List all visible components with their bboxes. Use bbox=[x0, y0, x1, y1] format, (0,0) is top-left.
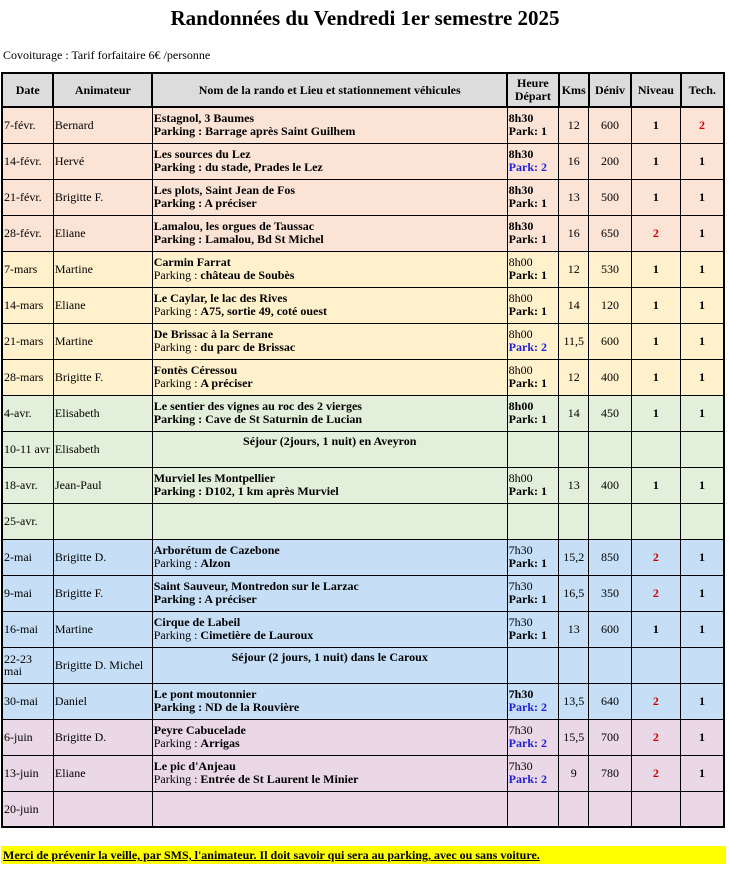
cell-animateur: Brigitte F. bbox=[53, 359, 152, 395]
parking-label: Parking : bbox=[153, 736, 201, 750]
rando-name: Estagnol, 3 Baumes bbox=[153, 111, 255, 126]
cell-deniv: 600 bbox=[589, 107, 631, 143]
cell-tech: 1 bbox=[681, 611, 724, 647]
cell-deniv bbox=[589, 791, 631, 827]
cell-heure bbox=[507, 215, 558, 251]
table-row bbox=[2, 359, 724, 395]
rando-name: Arborétum de Cazebone bbox=[153, 543, 280, 557]
table-row bbox=[2, 395, 724, 431]
heure-depart: 7h30 bbox=[508, 579, 533, 593]
cell-niveau: 1 bbox=[631, 467, 680, 503]
parking-line bbox=[154, 161, 506, 174]
cell-niveau: 2 bbox=[631, 683, 680, 719]
cell-niveau: 1 bbox=[631, 179, 680, 215]
cell-nom bbox=[152, 179, 507, 215]
cell-date: 20-juin bbox=[2, 791, 53, 827]
cell-nom bbox=[152, 719, 507, 755]
cell-tech: 1 bbox=[681, 251, 724, 287]
parking-label: Parking : bbox=[153, 592, 205, 606]
cell-kms: 16,5 bbox=[559, 575, 589, 611]
cell-animateur: Jean-Paul bbox=[53, 467, 152, 503]
parking-value: A préciser bbox=[204, 592, 257, 606]
cell-deniv: 350 bbox=[589, 575, 631, 611]
heure-depart: 8h00 bbox=[508, 399, 534, 413]
parking-label: Parking : bbox=[153, 268, 201, 282]
parking-line bbox=[154, 125, 506, 138]
parking-value: du stade, Prades le Lez bbox=[205, 160, 323, 174]
cell-animateur: Brigitte F. bbox=[53, 575, 152, 611]
cell-deniv: 600 bbox=[589, 323, 631, 359]
cell-date: 30-mai bbox=[2, 683, 53, 719]
cell-animateur: Bernard bbox=[53, 107, 152, 143]
cell-kms: 14 bbox=[559, 395, 589, 431]
cell-nom bbox=[152, 575, 507, 611]
cell-nom bbox=[152, 467, 507, 503]
cell-kms: 16 bbox=[559, 143, 589, 179]
park-number: Park: 2 bbox=[508, 160, 547, 174]
table-row bbox=[2, 719, 724, 755]
cell-nom bbox=[152, 395, 507, 431]
parking-line bbox=[154, 269, 506, 282]
parking-line bbox=[154, 197, 506, 210]
cell-nom bbox=[152, 791, 507, 827]
heure-depart: 7h30 bbox=[508, 687, 534, 701]
parking-label: Parking : bbox=[153, 700, 206, 714]
cell-animateur: Brigitte F. bbox=[53, 179, 152, 215]
table-row bbox=[2, 611, 724, 647]
header-animateur: Animateur bbox=[53, 73, 152, 107]
park-number: Park: 1 bbox=[508, 412, 547, 426]
parking-value: Cave de St Saturnin de Lucian bbox=[205, 412, 363, 426]
cell-heure bbox=[507, 431, 558, 467]
covoiturage-note: Covoiturage : Tarif forfaitaire 6€ /personne bbox=[3, 48, 211, 62]
cell-kms: 15,2 bbox=[559, 539, 589, 575]
cell-niveau: 1 bbox=[631, 611, 680, 647]
cell-tech: 1 bbox=[681, 359, 724, 395]
cell-heure bbox=[507, 755, 558, 791]
table-row bbox=[2, 683, 724, 719]
cell-kms: 11,5 bbox=[559, 323, 589, 359]
cell-kms: 13 bbox=[559, 467, 589, 503]
cell-tech: 2 bbox=[681, 107, 724, 143]
cell-kms: 12 bbox=[559, 359, 589, 395]
cell-tech: 1 bbox=[681, 755, 724, 791]
rando-name: Murviel les Montpellier bbox=[153, 471, 276, 485]
cell-animateur: Hervé bbox=[53, 143, 152, 179]
cell-heure bbox=[507, 395, 558, 431]
cell-heure bbox=[507, 719, 558, 755]
cell-animateur: Elisabeth bbox=[53, 431, 152, 467]
heure-depart: 7h30 bbox=[508, 723, 533, 737]
cell-nom bbox=[152, 359, 507, 395]
table-row bbox=[2, 539, 724, 575]
table-row bbox=[2, 107, 724, 143]
parking-value: Arrigas bbox=[200, 736, 240, 750]
heure-depart: 8h00 bbox=[508, 471, 533, 485]
parking-value: ND de la Rouvière bbox=[205, 700, 300, 714]
park-number: Park: 1 bbox=[508, 628, 547, 642]
parking-label: Parking : bbox=[153, 304, 201, 318]
parking-line bbox=[154, 701, 506, 714]
cell-niveau bbox=[631, 647, 680, 683]
cell-animateur: Elisabeth bbox=[53, 395, 152, 431]
cell-niveau bbox=[631, 431, 680, 467]
cell-niveau: 1 bbox=[631, 323, 680, 359]
heure-depart: 8h30 bbox=[508, 111, 534, 126]
heure-depart: 8h30 bbox=[508, 219, 534, 233]
rando-name: Peyre Cabucelade bbox=[153, 723, 246, 737]
cell-nom bbox=[152, 215, 507, 251]
cell-kms bbox=[559, 503, 589, 539]
park-number: Park: 1 bbox=[508, 124, 547, 139]
cell-kms bbox=[559, 647, 589, 683]
cell-niveau: 1 bbox=[631, 359, 680, 395]
cell-tech: 1 bbox=[681, 683, 724, 719]
cell-nom bbox=[152, 287, 507, 323]
cell-niveau: 1 bbox=[631, 395, 680, 431]
cell-tech: 1 bbox=[681, 215, 724, 251]
parking-value: Cimetière de Lauroux bbox=[200, 628, 314, 642]
table-header-row bbox=[2, 73, 724, 107]
cell-date: 9-mai bbox=[2, 575, 53, 611]
rando-name: Lamalou, les orgues de Taussac bbox=[153, 219, 315, 233]
cell-deniv: 780 bbox=[589, 755, 631, 791]
cell-nom bbox=[152, 539, 507, 575]
cell-niveau: 2 bbox=[631, 215, 680, 251]
cell-animateur: Brigitte D. bbox=[53, 539, 152, 575]
rando-name: Le pont moutonnier bbox=[153, 687, 257, 701]
parking-label: Parking : bbox=[153, 196, 205, 210]
parking-value: D102, 1 km après Murviel bbox=[205, 484, 339, 498]
table-body bbox=[2, 107, 724, 827]
rando-name: Saint Sauveur, Montredon sur le Larzac bbox=[153, 579, 359, 593]
rando-name: Le pic d'Anjeau bbox=[153, 759, 236, 773]
table-row bbox=[2, 215, 724, 251]
rando-name: De Brissac à la Serrane bbox=[153, 327, 274, 341]
header-date: Date bbox=[2, 73, 53, 107]
parking-label: Parking : bbox=[153, 340, 201, 354]
cell-kms: 13,5 bbox=[559, 683, 589, 719]
cell-deniv: 700 bbox=[589, 719, 631, 755]
cell-animateur: Eliane bbox=[53, 215, 152, 251]
cell-tech bbox=[681, 647, 724, 683]
cell-date: 16-mai bbox=[2, 611, 53, 647]
parking-label: Parking : bbox=[153, 232, 206, 246]
cell-nom bbox=[152, 611, 507, 647]
cell-tech: 1 bbox=[681, 323, 724, 359]
cell-tech: 1 bbox=[681, 287, 724, 323]
cell-tech: 1 bbox=[681, 719, 724, 755]
rando-table bbox=[1, 72, 725, 828]
cell-animateur: Brigitte D. bbox=[53, 719, 152, 755]
heure-depart: 7h30 bbox=[508, 543, 533, 557]
cell-kms: 14 bbox=[559, 287, 589, 323]
rando-name: Cirque de Labeil bbox=[153, 615, 241, 629]
parking-value: Lamalou, Bd St Michel bbox=[205, 232, 324, 246]
cell-date: 28-févr. bbox=[2, 215, 53, 251]
parking-line bbox=[154, 377, 506, 390]
page-title: Randonnées du Vendredi 1er semestre 2025 bbox=[170, 6, 560, 30]
parking-value: A préciser bbox=[200, 376, 253, 390]
rando-name: Le Caylar, le lac des Rives bbox=[153, 291, 288, 305]
table-row bbox=[2, 431, 724, 467]
cell-date: 7-févr. bbox=[2, 107, 53, 143]
park-number: Park: 1 bbox=[508, 484, 547, 498]
parking-value: A préciser bbox=[204, 196, 257, 210]
cell-animateur: Martine bbox=[53, 323, 152, 359]
parking-label: Parking : bbox=[153, 772, 201, 786]
cell-deniv: 400 bbox=[589, 359, 631, 395]
parking-line bbox=[154, 593, 506, 606]
cell-nom bbox=[152, 755, 507, 791]
park-number: Park: 2 bbox=[508, 736, 547, 750]
cell-tech: 1 bbox=[681, 179, 724, 215]
cell-date: 4-avr. bbox=[2, 395, 53, 431]
table-row bbox=[2, 287, 724, 323]
rando-name: Les sources du Lez bbox=[153, 147, 251, 161]
cell-deniv bbox=[589, 503, 631, 539]
cell-nom bbox=[152, 143, 507, 179]
cell-animateur: Martine bbox=[53, 251, 152, 287]
parking-line bbox=[154, 737, 506, 750]
parking-label: Parking : bbox=[153, 556, 201, 570]
cell-deniv: 500 bbox=[589, 179, 631, 215]
heure-depart: 7h30 bbox=[508, 615, 533, 629]
cell-date: 21-mars bbox=[2, 323, 53, 359]
cell-deniv: 650 bbox=[589, 215, 631, 251]
park-number: Park: 2 bbox=[508, 700, 547, 714]
table-row bbox=[2, 791, 724, 827]
header-heure-line1: Heure bbox=[516, 76, 549, 90]
cell-deniv: 530 bbox=[589, 251, 631, 287]
cell-tech: 1 bbox=[681, 395, 724, 431]
rando-name: Carmin Farrat bbox=[153, 255, 231, 269]
cell-heure bbox=[507, 107, 558, 143]
cell-date: 22-23 mai bbox=[2, 647, 53, 683]
cell-tech: 1 bbox=[681, 143, 724, 179]
header-deniv: Déniv bbox=[589, 73, 631, 107]
parking-line bbox=[154, 773, 506, 786]
cell-heure bbox=[507, 611, 558, 647]
cell-date: 25-avr. bbox=[2, 503, 53, 539]
cell-heure bbox=[507, 503, 558, 539]
cell-niveau: 1 bbox=[631, 143, 680, 179]
parking-label: Parking : bbox=[153, 160, 206, 174]
table-row bbox=[2, 467, 724, 503]
parking-value: A75, sortie 49, coté ouest bbox=[200, 304, 328, 318]
parking-line bbox=[154, 305, 506, 318]
table-row bbox=[2, 179, 724, 215]
cell-kms bbox=[559, 431, 589, 467]
cell-nom: Séjour (2jours, 1 nuit) en Aveyron bbox=[152, 431, 507, 467]
cell-deniv: 450 bbox=[589, 395, 631, 431]
cell-kms: 12 bbox=[559, 251, 589, 287]
park-number: Park: 1 bbox=[508, 196, 547, 210]
parking-line bbox=[154, 233, 506, 246]
cell-heure bbox=[507, 467, 558, 503]
cell-date: 13-juin bbox=[2, 755, 53, 791]
table-row bbox=[2, 575, 724, 611]
park-number: Park: 1 bbox=[508, 232, 547, 246]
cell-heure bbox=[507, 143, 558, 179]
table-row bbox=[2, 503, 724, 539]
table-row bbox=[2, 647, 724, 683]
heure-depart: 8h00 bbox=[508, 291, 533, 305]
header-nom: Nom de la rando et Lieu et stationnement véhicules bbox=[152, 73, 507, 107]
cell-date: 14-févr. bbox=[2, 143, 53, 179]
cell-heure bbox=[507, 179, 558, 215]
table-row bbox=[2, 755, 724, 791]
cell-niveau: 1 bbox=[631, 251, 680, 287]
heure-depart: 8h30 bbox=[508, 183, 534, 197]
cell-deniv: 120 bbox=[589, 287, 631, 323]
cell-date: 7-mars bbox=[2, 251, 53, 287]
cell-deniv: 200 bbox=[589, 143, 631, 179]
cell-niveau: 2 bbox=[631, 755, 680, 791]
cell-niveau: 2 bbox=[631, 575, 680, 611]
cell-kms: 15,5 bbox=[559, 719, 589, 755]
table-row bbox=[2, 323, 724, 359]
cell-heure bbox=[507, 575, 558, 611]
heure-depart: 8h00 bbox=[508, 327, 533, 341]
parking-label: Parking : bbox=[153, 412, 206, 426]
parking-value: château de Soubès bbox=[200, 268, 295, 282]
cell-tech bbox=[681, 503, 724, 539]
parking-line bbox=[154, 341, 506, 354]
parking-line bbox=[154, 485, 506, 498]
header-niveau: Niveau bbox=[631, 73, 680, 107]
cell-date: 21-févr. bbox=[2, 179, 53, 215]
footer-notice: Merci de prévenir la veille, par SMS, l'animateur. Il doit savoir qui sera au parking, avec ou sans voiture. bbox=[1, 846, 726, 864]
rando-name: Fontès Céressou bbox=[153, 363, 238, 377]
cell-animateur: Eliane bbox=[53, 755, 152, 791]
parking-value: du parc de Brissac bbox=[200, 340, 296, 354]
cell-niveau: 1 bbox=[631, 107, 680, 143]
park-number: Park: 1 bbox=[508, 304, 547, 318]
cell-heure bbox=[507, 251, 558, 287]
park-number: Park: 2 bbox=[508, 340, 547, 354]
table-row bbox=[2, 251, 724, 287]
cell-tech: 1 bbox=[681, 467, 724, 503]
rando-name: Le sentier des vignes au roc des 2 vierges bbox=[153, 399, 362, 413]
cell-deniv: 850 bbox=[589, 539, 631, 575]
cell-date: 2-mai bbox=[2, 539, 53, 575]
cell-deniv bbox=[589, 431, 631, 467]
cell-date: 18-avr. bbox=[2, 467, 53, 503]
heure-depart: 7h30 bbox=[508, 759, 533, 773]
cell-tech bbox=[681, 791, 724, 827]
park-number: Park: 1 bbox=[508, 592, 547, 606]
cell-heure bbox=[507, 539, 558, 575]
parking-line bbox=[154, 557, 506, 570]
parking-value: Alzon bbox=[200, 556, 231, 570]
header-heure bbox=[507, 73, 558, 107]
cell-nom bbox=[152, 251, 507, 287]
table-row bbox=[2, 143, 724, 179]
heure-depart: 8h00 bbox=[508, 255, 533, 269]
cell-kms: 16 bbox=[559, 215, 589, 251]
cell-nom bbox=[152, 683, 507, 719]
cell-heure bbox=[507, 359, 558, 395]
cell-deniv: 640 bbox=[589, 683, 631, 719]
cell-kms: 9 bbox=[559, 755, 589, 791]
parking-line bbox=[154, 629, 506, 642]
park-number: Park: 1 bbox=[508, 376, 547, 390]
cell-heure bbox=[507, 791, 558, 827]
cell-deniv: 400 bbox=[589, 467, 631, 503]
cell-heure bbox=[507, 683, 558, 719]
park-number: Park: 2 bbox=[508, 772, 547, 786]
cell-deniv: 600 bbox=[589, 611, 631, 647]
cell-kms: 13 bbox=[559, 611, 589, 647]
parking-label: Parking : bbox=[153, 376, 201, 390]
cell-heure bbox=[507, 287, 558, 323]
cell-kms: 12 bbox=[559, 107, 589, 143]
header-tech: Tech. bbox=[681, 73, 724, 107]
cell-animateur: Eliane bbox=[53, 287, 152, 323]
cell-niveau bbox=[631, 503, 680, 539]
cell-animateur bbox=[53, 791, 152, 827]
rando-name: Les plots, Saint Jean de Fos bbox=[153, 183, 296, 197]
park-number: Park: 1 bbox=[508, 556, 547, 570]
cell-animateur bbox=[53, 503, 152, 539]
parking-label: Parking : bbox=[153, 124, 206, 139]
cell-date: 14-mars bbox=[2, 287, 53, 323]
heure-depart: 8h00 bbox=[508, 363, 533, 377]
cell-date: 6-juin bbox=[2, 719, 53, 755]
parking-line bbox=[154, 413, 506, 426]
park-number: Park: 1 bbox=[508, 268, 547, 282]
cell-nom bbox=[152, 503, 507, 539]
cell-date: 10-11 avr bbox=[2, 431, 53, 467]
parking-label: Parking : bbox=[153, 628, 201, 642]
cell-heure bbox=[507, 323, 558, 359]
heure-depart: 8h30 bbox=[508, 147, 534, 161]
cell-nom bbox=[152, 107, 507, 143]
parking-label: Parking : bbox=[153, 484, 206, 498]
cell-kms: 13 bbox=[559, 179, 589, 215]
cell-tech: 1 bbox=[681, 539, 724, 575]
cell-date: 28-mars bbox=[2, 359, 53, 395]
cell-niveau bbox=[631, 791, 680, 827]
parking-value: Barrage après Saint Guilhem bbox=[205, 124, 356, 139]
cell-tech: 1 bbox=[681, 575, 724, 611]
cell-animateur: Brigitte D. Michel bbox=[53, 647, 152, 683]
cell-animateur: Martine bbox=[53, 611, 152, 647]
cell-heure bbox=[507, 647, 558, 683]
cell-deniv bbox=[589, 647, 631, 683]
cell-animateur: Daniel bbox=[53, 683, 152, 719]
cell-niveau: 1 bbox=[631, 287, 680, 323]
cell-niveau: 2 bbox=[631, 539, 680, 575]
cell-kms bbox=[559, 791, 589, 827]
cell-nom: Séjour (2 jours, 1 nuit) dans le Caroux bbox=[152, 647, 507, 683]
header-kms: Kms bbox=[559, 73, 589, 107]
cell-nom bbox=[152, 323, 507, 359]
cell-tech bbox=[681, 431, 724, 467]
parking-value: Entrée de St Laurent le Minier bbox=[200, 772, 359, 786]
cell-niveau: 2 bbox=[631, 719, 680, 755]
header-heure-line2: Départ bbox=[514, 89, 551, 103]
